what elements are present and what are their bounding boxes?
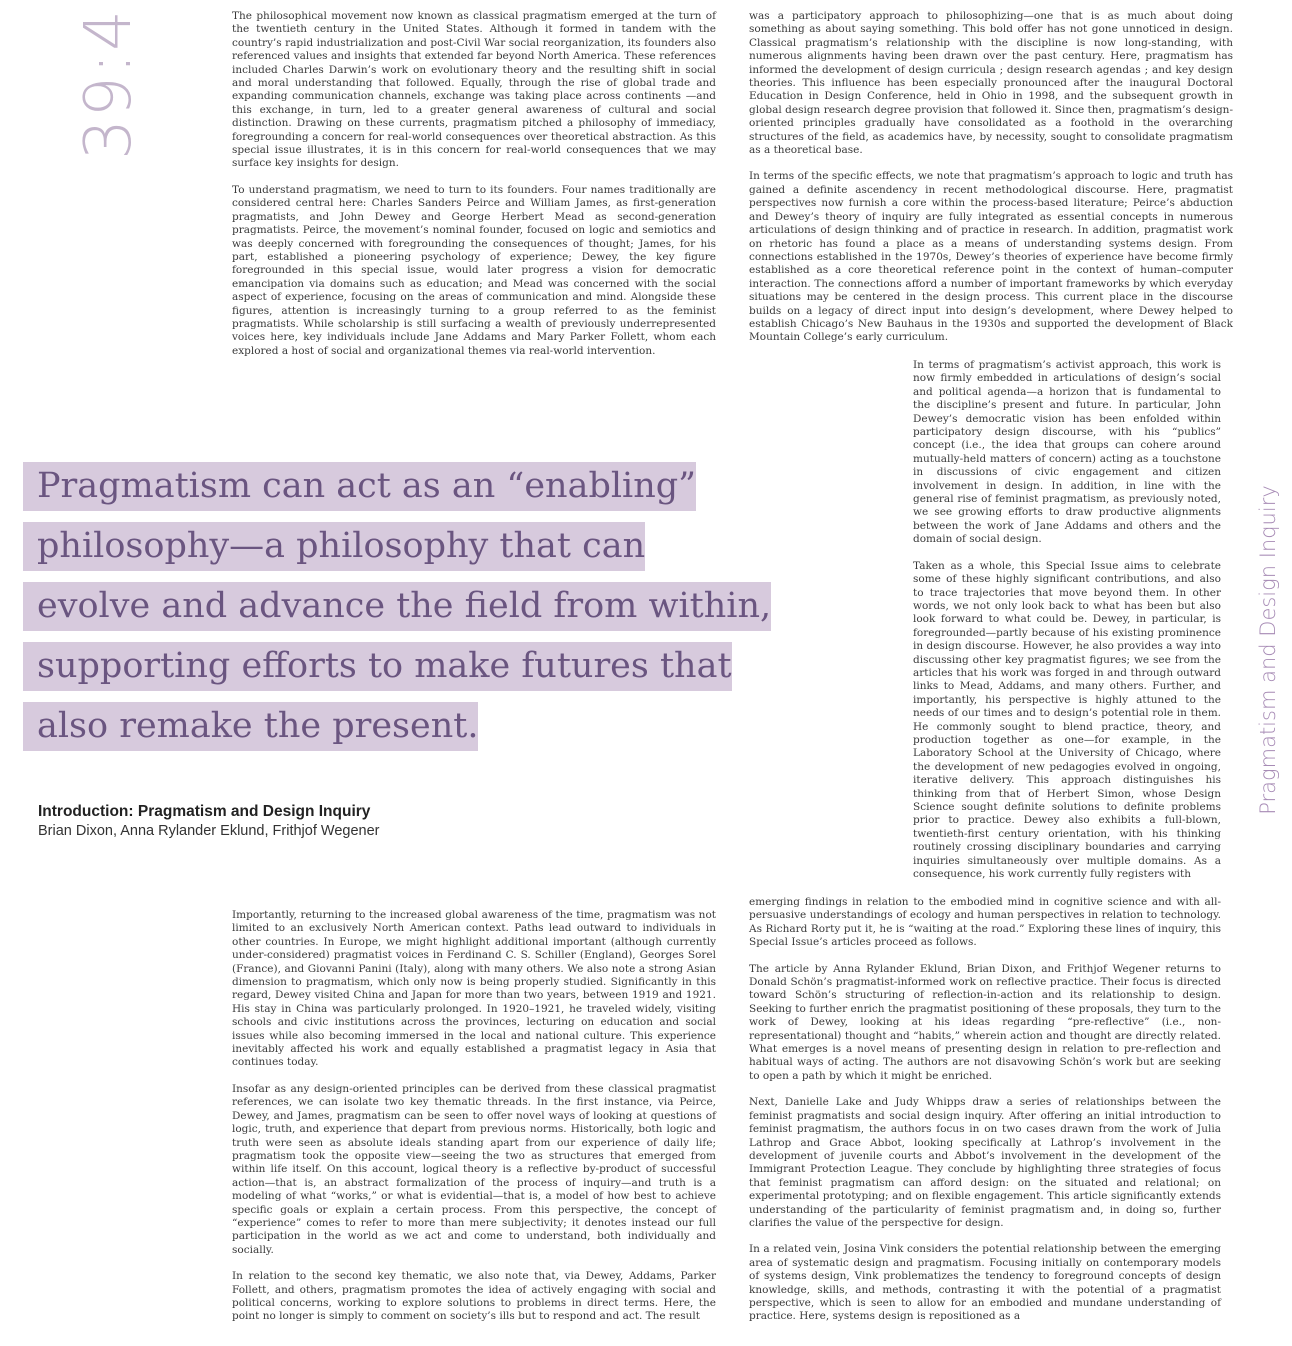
pull-quote-line: evolve and advance the field from within, [23, 582, 771, 631]
pull-quote [23, 462, 883, 762]
issue-number-text: 39:4 [72, 8, 146, 160]
column-right-narrow [913, 359, 1221, 894]
paragraph: was a participatory approach to philosophizing—one that is as much about doing something as about saying something. This bold offer has not gone unnoticed in design. Classical pragmatism’s relationship with the discipline is now long-standing, with numerous alignments having been drawn over the past century. Here, pragmatism has informed the development of design curricula ; design research agendas ; and key design theories. This influence has been especially pronounced after the inaugural Doctoral Education in Design Conference, held in Ohio in 1998, and the subsequent growth in global design research degree provision that followed it. Since then, pragmatism’s design-oriented principles gradually have consolidated as a foothold in the overarching structures of the field, as academics have, by necessity, sought to consolidate pragmatism as a theoretical base. [749, 10, 1233, 157]
column-right-bottom [749, 896, 1221, 1337]
paragraph: In relation to the second key thematic, we also note that, via Dewey, Addams, Parker Follett, and others, pragmatism promotes the idea of actively engaging with social and political concerns, working to explore solutions to problems in direct terms. Here, the point no longer is simply to comment on society’s ills but to respond and act. The result [232, 1270, 716, 1323]
running-title [1250, 480, 1286, 820]
paragraph: In terms of the specific effects, we note that pragmatism’s approach to logic and truth has gained a definite ascendency in recent methodological discourse. Here, pragmatist perspectives now furnish a core within the process-based literature; Peirce’s abduction and Dewey’s theory of inquiry are fully integrated as essential concepts in numerous articulations of design thinking and of practice in research. In addition, pragmatist work on rhetoric has found a place as a means of understanding systems design. From connections established in the 1970s, Dewey’s theories of experience have become firmly established as a core theoretical reference point in the context of human–computer interaction. The connections afford a number of important frameworks by which everyday situations may be centered in the design process. This current place in the discourse builds on a legacy of direct input into design’s development, where Dewey helped to establish Chicago’s New Bauhaus in the 1930s and supported the development of Black Mountain College’s early curriculum. [749, 170, 1233, 344]
column-left-bottom [232, 909, 716, 1337]
paragraph: Next, Danielle Lake and Judy Whipps draw a series of relationships between the feminist pragmatists and social design inquiry. After offering an initial introduction to feminist pragmatism, the authors focus in on two cases drawn from the work of Julia Lathrop and Grace Abbot, looking specifically at Lathrop’s involvement in the development of juvenile courts and Abbot’s involvement in the development of the Immigrant Protection League. They conclude by highlighting three strategies of focus that feminist pragmatism can afford design: on the situated and relational; on experimental prototyping; and on flexible engagement. This article significantly extends understanding of the particularity of feminist pragmatism and, in doing so, further clarifies the value of the perspective for design. [749, 1096, 1221, 1229]
pull-quote-line: Pragmatism can act as an “enabling” [23, 462, 696, 511]
article-authors: Brian Dixon, Anna Rylander Eklund, Frithjof Wegener [38, 823, 380, 839]
paragraph: Taken as a whole, this Special Issue aims to celebrate some of these highly significant contributions, and also to trace trajectories that move beyond them. In other words, we not only look back to what has been but also look forward to what could be. Dewey, in particular, is foregrounded—partly because of his existing prominence in design discourse. However, he also provides a way into discussing other key pragmatist figures; we see from the articles that his work was forged in and through outward links to Mead, Addams, and many others. Further, and importantly, his perspective is highly attuned to the needs of our times and to design’s potential role in them. He commonly sought to blend practice, theory, and production together as one—for example, in the Laboratory School at the University of Chicago, where the development of new pedagogies evolved in ongoing, iterative delivery. This approach distinguishes his thinking from that of Herbert Simon, whose Design Science sought definite solutions to definite problems prior to practice. Dewey also exhibits a full-blown, twentieth-first century orientation, with his thinking routinely crossing disciplinary boundaries and carrying inquiries simultaneously over multiple domains. As a consequence, his work currently fully registers with [913, 559, 1221, 881]
pull-quote-line: also remake the present. [23, 702, 478, 751]
paragraph: emerging findings in relation to the embodied mind in cognitive science and with all-persuasive understandings of ecology and human perspectives in relation to technology. As Richard Rorty put it, he is “waiting at the road.” Exploring these lines of inquiry, this Special Issue’s articles proceed as follows. [749, 896, 1221, 949]
pull-quote-line: philosophy—a philosophy that can [23, 522, 645, 571]
pull-quote-line: supporting efforts to make futures that [23, 642, 732, 691]
paragraph: To understand pragmatism, we need to turn to its founders. Four names traditionally are considered central here: Charles Sanders Peirce and William James, as first-generation pragmatists, and John Dewey and George Herbert Mead as second-generation pragmatists. Peirce, the movement’s nominal founder, focused on logic and semiotics and was deeply concerned with foregrounding the consequences of thought; James, for his part, established a pioneering psychology of experience; Dewey, the key figure foregrounded in this special issue, would later progress a vision for democratic emancipation via domains such as education; and Mead was concerned with the social aspect of experience, focusing on the areas of communication and mind. Alongside these figures, attention is increasingly turning to a group referred to as the feminist pragmatists. While scholarship is still surfacing a wealth of previously underrepresented voices here, key individuals include Jane Addams and Mary Parker Follett, whom each explored a host of social and organizational themes via real-world intervention. [232, 183, 716, 357]
article-byline [38, 803, 458, 839]
running-title-text: Pragmatism and Design Inquiry [1256, 485, 1280, 815]
paragraph: The article by Anna Rylander Eklund, Brian Dixon, and Frithjof Wegener returns to Donald Schön’s pragmatist-informed work on reflective practice. Their focus is directed toward Schön’s structuring of reflection-in-action and its relationship to design. Seeking to further enrich the pragmatist positioning of these proposals, they turn to the work of Dewey, looking at his ideas regarding “pre-reflective” (i.e., non-representational) thought and “habits,” wherein action and thought are directly related. What emerges is a novel means of presenting design in relation to pre-reflection and habitual ways of acting. The authors are not disavowing Schön’s work but are seeking to open a path by which it might be enriched. [749, 962, 1221, 1082]
issue-number [74, 4, 144, 164]
column-left-top [232, 10, 716, 371]
article-title: Introduction: Pragmatism and Design Inquiry [38, 803, 371, 820]
paragraph: In terms of pragmatism’s activist approach, this work is now firmly embedded in articulations of design’s social and political agenda—a horizon that is fundamental to the discipline’s present and future. In particular, John Dewey’s democratic vision has been enfolded within participatory design discourse, with his “publics” concept (i.e., the idea that groups can cohere around mutually-held matters of concern) acting as a touchstone in discussions of civic engagement and citizen involvement in design. In addition, in line with the general rise of feminist pragmatism, as previously noted, we see growing efforts to draw productive alignments between the work of Jane Addams and others and the domain of social design. [913, 359, 1221, 546]
column-right-top [749, 10, 1233, 358]
paragraph: In a related vein, Josina Vink considers the potential relationship between the emerging area of systematic design and pragmatism. Focusing initially on contemporary models of systems design, Vink problematizes the tendency to foreground concepts of design knowledge, skills, and methods, contrasting it with the potential of a pragmatist perspective, which is seen to allow for an embodied and mundane understanding of practice. Here, systems design is repositioned as a [749, 1243, 1221, 1323]
paragraph: The philosophical movement now known as classical pragmatism emerged at the turn of the twentieth century in the United States. Although it formed in tandem with the country’s rapid industrialization and post-Civil War social reorganization, its founders also referenced values and insights that extended far beyond North America. These references included Charles Darwin’s work on evolutionary theory and the resulting shift in social and moral understanding that followed. Equally, through the rise of global trade and expanding communication channels, exchange was taking place across continents —and this exchange, in turn, led to a greater general awareness of cultural and social distinction. Drawing on these currents, pragmatism pitched a philosophy of immediacy, foregrounding a concern for real-world consequences over theoretical abstraction. As this special issue illustrates, it is in this concern for real-world consequences that we may surface key insights for design. [232, 10, 716, 170]
paragraph: Insofar as any design-oriented principles can be derived from these classical pragmatist references, we can isolate two key thematic threads. In the first instance, via Peirce, Dewey, and James, pragmatism can be seen to offer novel ways of looking at questions of logic, truth, and experience that depart from previous norms. Historically, both logic and truth were seen as absolute ideals standing apart from our experience of daily life; pragmatism took the opposite view—seeing the two as structures that emerged from within life itself. On this account, logical theory is a reflective by-product of successful action—that is, an abstract formalization of the process of inquiry—and truth is a modeling of what “works,” or what is evidential—that is, a model of how best to achieve specific goals or explain a certain process. From this perspective, the concept of “experience” comes to refer to more than mere subjectivity; it denotes instead our full participation in the world as we act and come to understand, both individually and socially. [232, 1082, 716, 1256]
paragraph: Importantly, returning to the increased global awareness of the time, pragmatism was not limited to an exclusively North American context. Paths lead outward to individuals in other countries. In Europe, we might highlight additional important (although currently under-considered) pragmatist voices in Ferdinand C. S. Schiller (England), Georges Sorel (France), and Giovanni Panini (Italy), along with many others. We also note a strong Asian dimension to pragmatism, which only now is being properly studied. Significantly in this regard, Dewey visited China and Japan for more than two years, between 1919 and 1921. His stay in China was particularly prolonged. In 1920–1921, he traveled widely, visiting schools and civic institutions across the provinces, lecturing on education and social issues while also becoming immersed in the local and national culture. This experience inevitably affected his work and equally established a pragmatist legacy in Asia that continues today. [232, 909, 716, 1069]
